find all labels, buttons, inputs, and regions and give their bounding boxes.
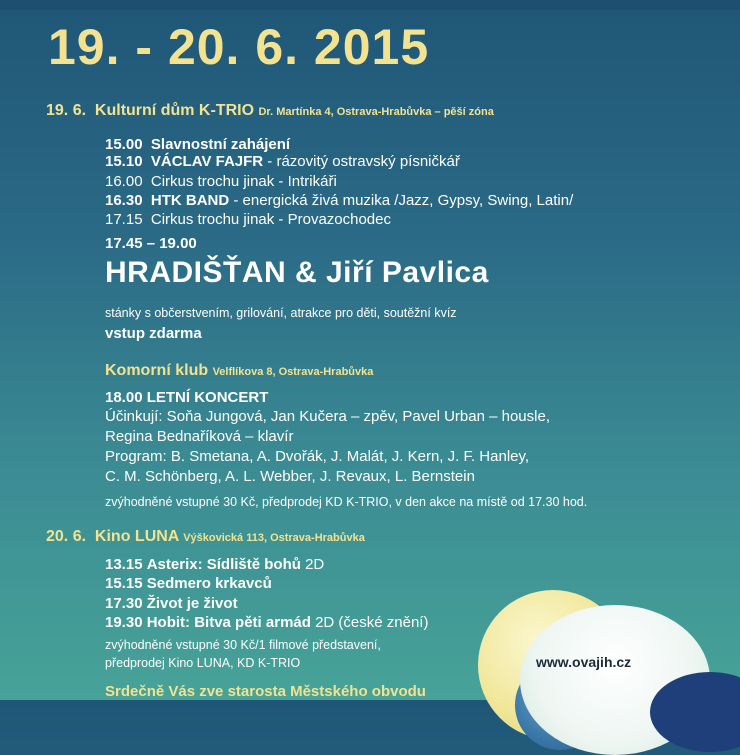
club-venue: Komorní klub	[105, 362, 209, 379]
film-item	[105, 575, 272, 592]
film-suffix: 2D (české znění)	[310, 614, 429, 631]
day2-price-line1: zvýhodněné vstupné 30 Kč/1 filmové představení,	[105, 638, 381, 652]
film-title: Sedmero krkavců	[146, 575, 272, 592]
club-performers-line2: Regina Bednaříková – klavír	[105, 428, 294, 445]
day1-date: 19. 6.	[46, 102, 87, 119]
program-item	[105, 153, 460, 170]
club-performers-line1: Účinkují: Soňa Jungová, Jan Kučera – zpěv, Pavel Urban – housle,	[105, 408, 550, 425]
program-time: 16.00	[105, 173, 143, 190]
film-suffix: 2D	[300, 556, 325, 573]
film-item	[105, 614, 428, 631]
film-title: Asterix: Sídliště bohů	[146, 556, 301, 573]
day1-address: Dr. Martínka 4, Ostrava-Hrabůvka – pěší zóna	[258, 106, 494, 118]
day2-price-line2: předprodej Kino LUNA, KD K-TRIO	[105, 656, 301, 670]
club-header	[105, 362, 373, 380]
film-item	[105, 595, 238, 612]
club-address: Velflíkova 8, Ostrava-Hrabůvka	[212, 366, 374, 378]
program-time: 15.10	[105, 153, 143, 170]
day2-address: Výškovická 113, Ostrava-Hrabůvka	[183, 532, 365, 544]
club-concert-title: 18.00 LETNÍ KONCERT	[105, 389, 269, 406]
day1-venue: Kulturní dům K-TRIO	[94, 102, 255, 119]
event-date-title: 19. - 20. 6. 2015	[48, 19, 430, 75]
film-title: Hobit: Bitva pěti armád	[146, 614, 311, 631]
program-time: 15.00	[105, 136, 143, 153]
program-item	[105, 136, 290, 153]
headliner-time: 17.45 – 19.00	[105, 235, 197, 252]
program-text: Cirkus trochu jinak - Intrikáři	[150, 173, 337, 190]
program-performer: VÁCLAV FAJFR	[150, 153, 264, 170]
program-time: 17.15	[105, 211, 143, 228]
top-band	[0, 0, 740, 10]
program-text: - energická živá muzika /Jazz, Gypsy, Swing, Latin/	[229, 192, 574, 209]
club-program-line2: C. M. Schönberg, A. L. Webber, J. Revaux, L. Bernstein	[105, 468, 475, 485]
footer-invite: Srdečně Vás zve starosta Městského obvodu	[105, 683, 426, 700]
program-item	[105, 192, 573, 209]
day1-entry: vstup zdarma	[105, 325, 202, 342]
day1-extras: stánky s občerstvením, grilování, atrakce pro děti, soutěžní kvíz	[105, 306, 457, 320]
film-time: 19.30	[105, 614, 143, 631]
program-text: - rázovitý ostravský písničkář	[263, 153, 460, 170]
film-title: Život je život	[146, 595, 238, 612]
program-time: 16.30	[105, 192, 143, 209]
program-item	[105, 173, 337, 190]
film-time: 17.30	[105, 595, 143, 612]
day2-venue: Kino LUNA	[94, 528, 179, 545]
film-time: 13.15	[105, 556, 143, 573]
website-link[interactable]: www.ovajih.cz	[536, 654, 632, 670]
film-item	[105, 556, 324, 573]
program-text: Slavnostní zahájení	[150, 136, 291, 153]
program-item	[105, 211, 391, 228]
program-performer: HTK BAND	[150, 192, 230, 209]
film-time: 15.15	[105, 575, 143, 592]
club-program-line1: Program: B. Smetana, A. Dvořák, J. Malát, J. Kern, J. F. Hanley,	[105, 448, 530, 465]
day1-header	[46, 102, 494, 120]
day2-date: 20. 6.	[46, 528, 87, 545]
club-price: zvýhodněné vstupné 30 Kč, předprodej KD K-TRIO, v den akce na místě od 17.30 hod.	[105, 495, 588, 509]
day2-header	[46, 528, 365, 546]
headliner-name: HRADIŠŤAN & Jiří Pavlica	[105, 256, 489, 289]
program-text: Cirkus trochu jinak - Provazochodec	[150, 211, 391, 228]
